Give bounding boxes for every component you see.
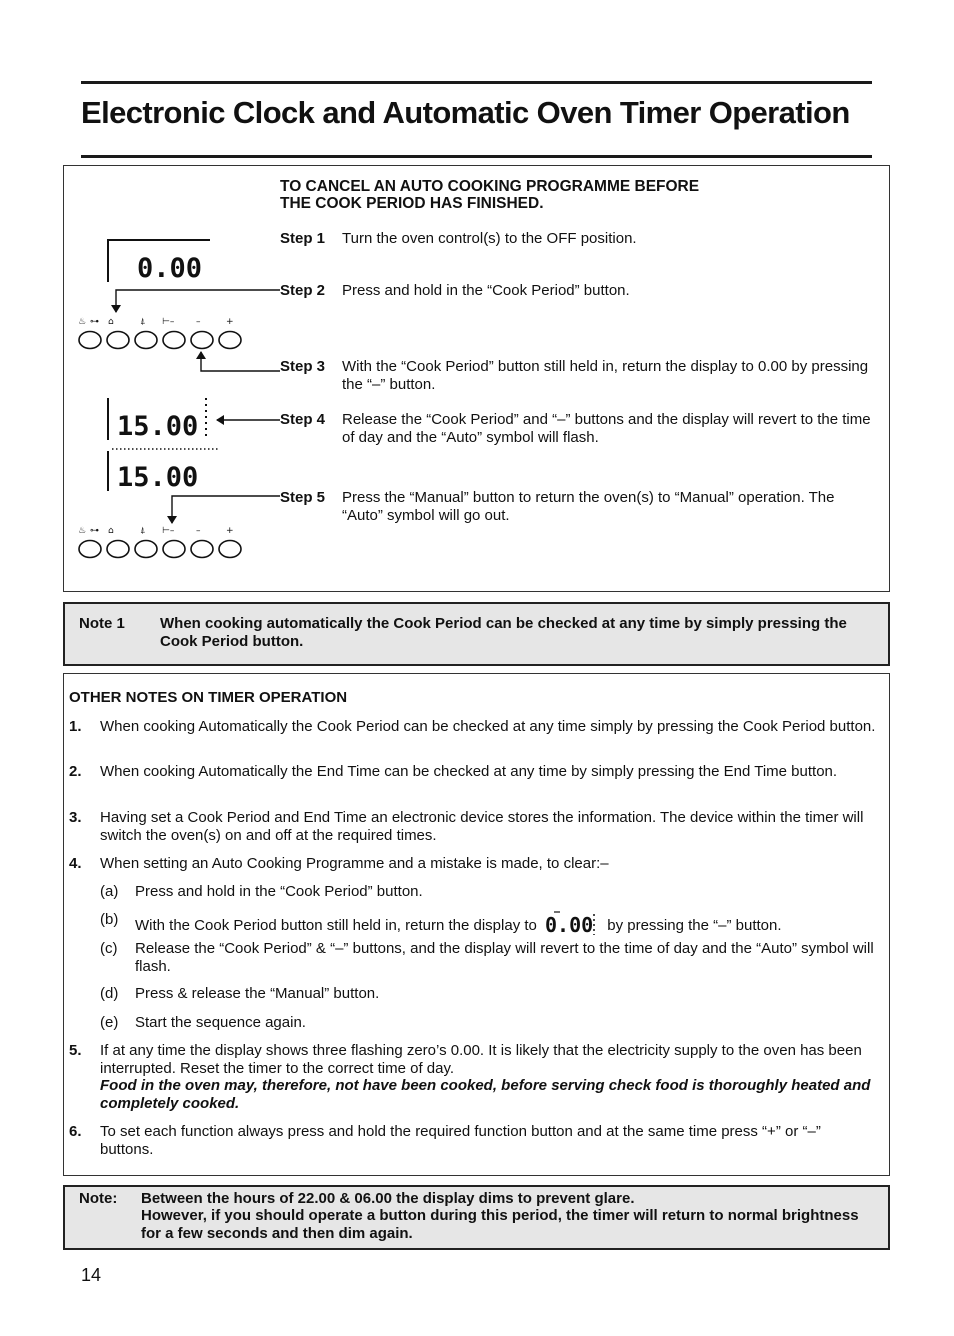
display-readout-3: 15.00 xyxy=(117,462,199,493)
other-notes-heading: OTHER NOTES ON TIMER OPERATION xyxy=(69,689,348,706)
item-6-number: 6. xyxy=(69,1123,82,1140)
step-3-label: Step 3 xyxy=(280,358,326,375)
step3-arrow xyxy=(201,352,280,371)
item-2-number: 2. xyxy=(69,763,82,780)
item-2-text: When cooking Automatically the End Time can be checked at any time by simply pressing the End Time button. xyxy=(100,763,838,780)
item-3-text: Having set a Cook Period and End Time an electronic device stores the information. The device within the timer will switch the oven(s) on and off at the required times. xyxy=(100,809,864,844)
svg-text:⍋: ⍋ xyxy=(140,526,146,536)
svg-text:⊶: ⊶ xyxy=(90,317,99,327)
button-manual xyxy=(163,332,185,349)
subitem-c-text: Release the “Cook Period” & “–” buttons, and the display will revert to the time of day and the “Auto” symbol will flash. xyxy=(135,940,874,975)
timer-buttons-row-2 xyxy=(79,541,241,558)
timer-buttons-row-1 xyxy=(79,332,241,349)
subitem-c-letter: (c) xyxy=(100,940,118,957)
item-6-text: To set each function always press and hold the required function button and at the same time press “+” or “–” buttons. xyxy=(100,1123,821,1158)
subitem-b-text-before: With the Cook Period button still held in, return the display to xyxy=(135,917,537,935)
subitem-b-text-after: by pressing the “–” button. xyxy=(607,917,782,935)
step-1-label: Step 1 xyxy=(280,230,326,247)
step-2-label: Step 2 xyxy=(280,282,326,299)
item-4-number: 4. xyxy=(69,855,82,872)
svg-text:–: – xyxy=(196,317,201,327)
svg-text:⍋: ⍋ xyxy=(140,317,146,327)
step-1-text: Turn the oven control(s) to the OFF position. xyxy=(342,230,637,247)
note2-line2: However, if you should operate a button during this period, the timer will return to normal brightness for a few seconds and then dim again. xyxy=(141,1207,859,1242)
note2-line1: Between the hours of 22.00 & 06.00 the display dims to prevent glare. xyxy=(141,1190,635,1207)
button-minus xyxy=(191,332,213,349)
step-5-text: Press the “Manual” button to return the oven(s) to “Manual” operation. The “Auto” symbol will go out. xyxy=(342,489,835,524)
svg-text:⊢–: ⊢– xyxy=(162,317,175,327)
page-title: Electronic Clock and Automatic Oven Timer Operation xyxy=(81,95,850,130)
subitem-d-text: Press & release the “Manual” button. xyxy=(135,985,380,1002)
top-rule xyxy=(81,81,872,84)
button-cook-period xyxy=(107,332,129,349)
item-1-text: When cooking Automatically the Cook Period can be checked at any time simply by pressing the Cook Period button. xyxy=(100,718,876,735)
svg-text:–: – xyxy=(196,526,201,536)
subitem-a-text: Press and hold in the “Cook Period” button. xyxy=(135,883,423,900)
svg-text:⌂: ⌂ xyxy=(108,317,114,327)
step-4-text: Release the “Cook Period” and “–” buttons and the display will revert to the time of day and the “Auto” symbol will flash. xyxy=(342,411,871,446)
svg-text:⌂: ⌂ xyxy=(108,526,114,536)
item-5-number: 5. xyxy=(69,1042,82,1059)
svg-text:♨: ♨ xyxy=(78,526,87,536)
timer-symbol-row-1 xyxy=(78,317,234,327)
cancel-heading xyxy=(280,178,840,212)
bottom-rule xyxy=(81,155,872,158)
item-5-warning: Food in the oven may, therefore, not have been cooked, before serving check food is thoroughly heated and completely cooked. xyxy=(100,1077,871,1112)
svg-text:+: + xyxy=(226,526,234,536)
subitem-a-letter: (a) xyxy=(100,883,119,900)
mini-display-icon xyxy=(544,911,600,942)
svg-text:♨: ♨ xyxy=(78,317,87,327)
item-3-number: 3. xyxy=(69,809,82,826)
page-number: 14 xyxy=(81,1265,102,1285)
note2-label: Note: xyxy=(79,1190,118,1207)
display-readout-1: 0.00 xyxy=(137,253,203,284)
subitem-e-letter: (e) xyxy=(100,1014,119,1031)
note1-text: When cooking automatically the Cook Period can be checked at any time by simply pressing the Cook Period button. xyxy=(160,615,847,650)
item-1-number: 1. xyxy=(69,718,82,735)
cancel-heading-line2: THE COOK PERIOD HAS FINISHED. xyxy=(280,195,544,212)
button-auto xyxy=(79,332,101,349)
step-3-text: With the “Cook Period” button still held in, return the display to 0.00 by pressing the “–” button. xyxy=(342,358,869,393)
timer-diagram xyxy=(70,230,282,565)
button-plus xyxy=(219,332,241,349)
subitem-d-letter: (d) xyxy=(100,985,119,1002)
step-4-label: Step 4 xyxy=(280,411,326,428)
item-5-text: If at any time the display shows three flashing zero’s 0.00. It is likely that the electricity supply to the oven has been interrupted. Reset the timer to the correct time of day. xyxy=(100,1042,862,1077)
timer-symbol-row-2 xyxy=(78,526,234,536)
svg-text:⊢–: ⊢– xyxy=(162,526,175,536)
item-5-block xyxy=(100,1042,876,1112)
button-end-time xyxy=(135,332,157,349)
item-4-text: When setting an Auto Cooking Programme and a mistake is made, to clear:– xyxy=(100,855,609,872)
subitem-b-text xyxy=(135,911,875,942)
svg-text:+: + xyxy=(226,317,234,327)
subitem-b-letter: (b) xyxy=(100,911,119,928)
svg-text:⊶: ⊶ xyxy=(90,526,99,536)
note1-label: Note 1 xyxy=(79,615,125,632)
step-5-label: Step 5 xyxy=(280,489,326,506)
cancel-heading-line1: TO CANCEL AN AUTO COOKING PROGRAMME BEFORE xyxy=(280,178,700,195)
subitem-e-text: Start the sequence again. xyxy=(135,1014,306,1031)
display-readout-2: 15.00 xyxy=(117,411,199,442)
step5-arrow xyxy=(172,496,280,523)
step2-arrow xyxy=(116,290,280,312)
mini-display-readout: 0.00 xyxy=(545,913,594,937)
step-2-text: Press and hold in the “Cook Period” button. xyxy=(342,282,630,299)
